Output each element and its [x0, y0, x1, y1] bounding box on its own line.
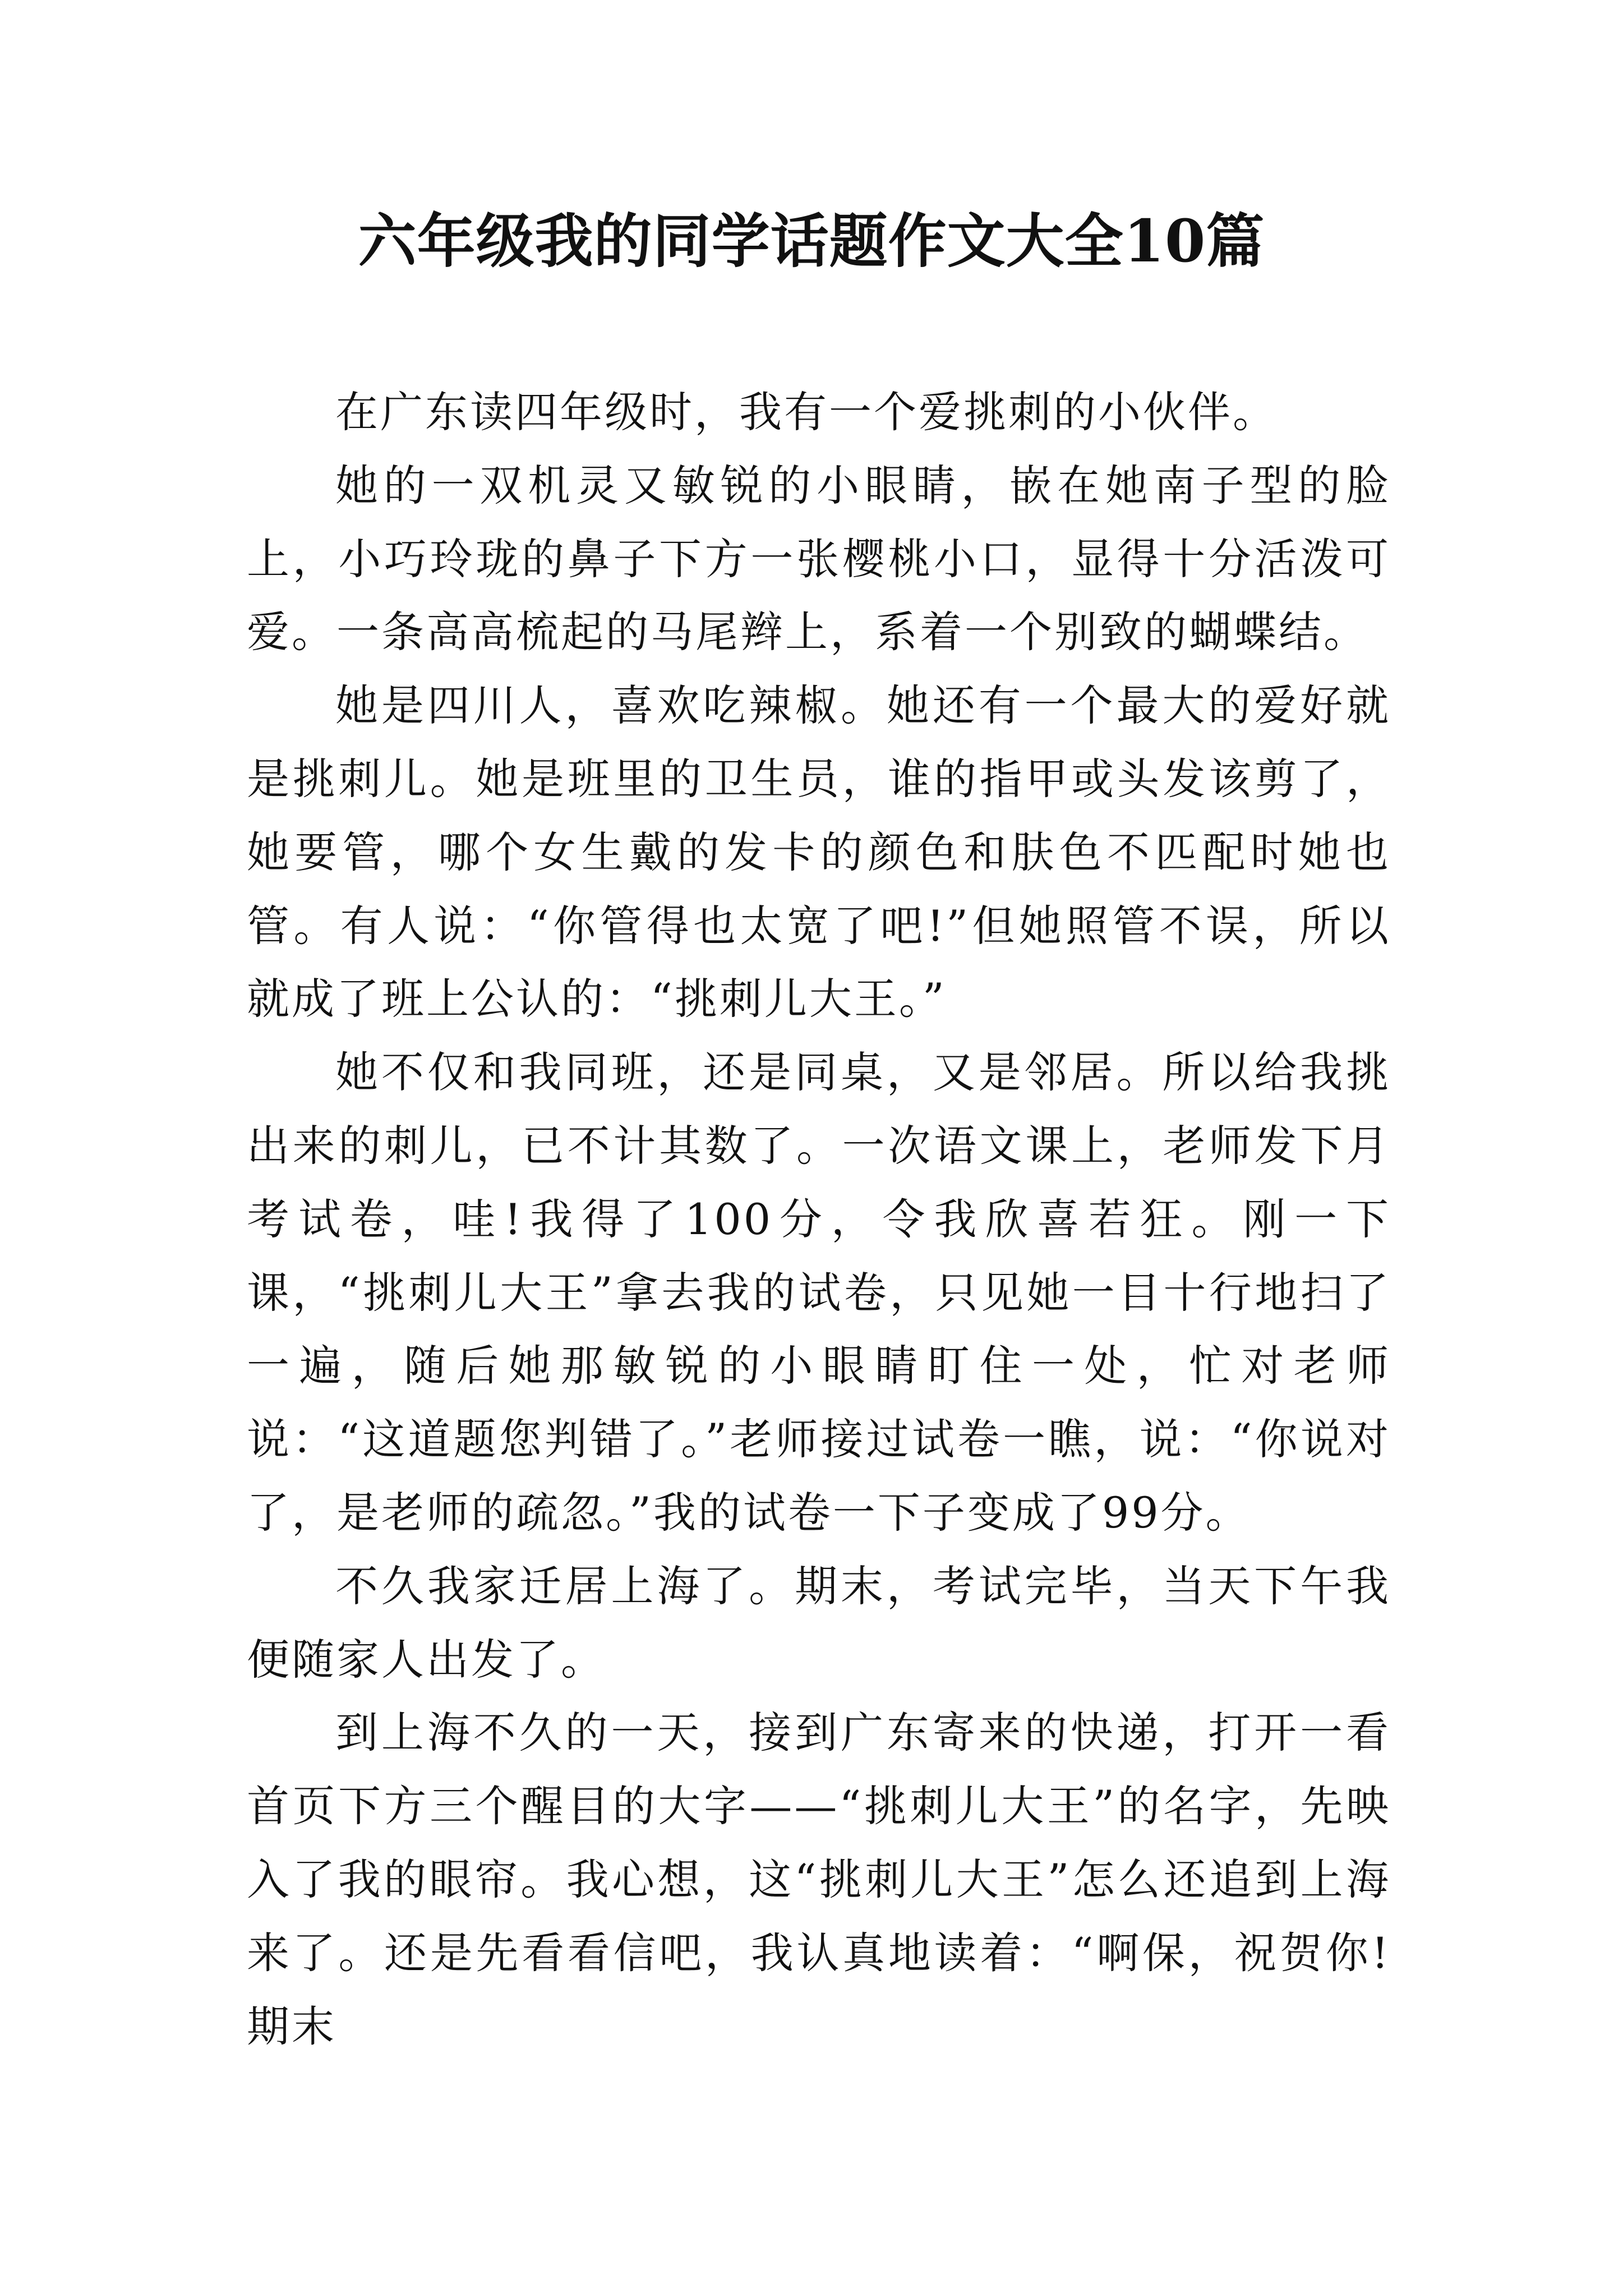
paragraph-4: 她不仅和我同班，还是同桌，又是邻居。所以给我挑出来的刺儿，已不计其数了。一次语文课上，老师发下月考试卷，哇!我得了100分，令我欣喜若狂。刚一下课，“挑刺儿大王”拿去我的试卷，只见她一目十行地扫了一遍，随后她那敏锐的小眼睛盯住一处，忙对老师说：“这道题您判错了。”老师接过试卷一瞧，说：“你说对了，是老师的疏忽。”我的试卷一下子变成了99分。 [247, 1047, 1391, 1538]
paragraph-3: 她是四川人，喜欢吃辣椒。她还有一个最大的爱好就是挑刺儿。她是班里的卫生员，谁的指甲或头发该剪了，她要管，哪个女生戴的发卡的颜色和肤色不匹配时她也管。有人说：“你管得也太宽了吧!”但她照管不误，所以就成了班上公认的：“挑刺儿大王。” [247, 680, 1391, 1024]
paragraph-2: 她的一双机灵又敏锐的小眼睛，嵌在她南子型的脸上，小巧玲珑的鼻子下方一张樱桃小口，显得十分活泼可爱。一条高高梳起的马尾辫上，系着一个别致的蝴蝶结。 [247, 460, 1391, 657]
paragraph-5: 不久我家迁居上海了。期末，考试完毕，当天下午我便随家人出发了。 [247, 1561, 1391, 1685]
document-title: 六年级我的同学话题作文大全10篇 [358, 206, 1265, 275]
paragraph-6: 到上海不久的一天，接到广东寄来的快递，打开一看首页下方三个醒目的大字——“挑刺儿大王”的名字，先映入了我的眼帘。我心想，这“挑刺儿大王”怎么还追到上海来了。还是先看看信吧，我认真地读着：“啊保，祝贺你!期末 [247, 1708, 1391, 2051]
paragraph-1: 在广东读四年级时，我有一个爱挑刺的小伙伴。 [335, 387, 1278, 437]
document-body [247, 376, 1391, 2063]
